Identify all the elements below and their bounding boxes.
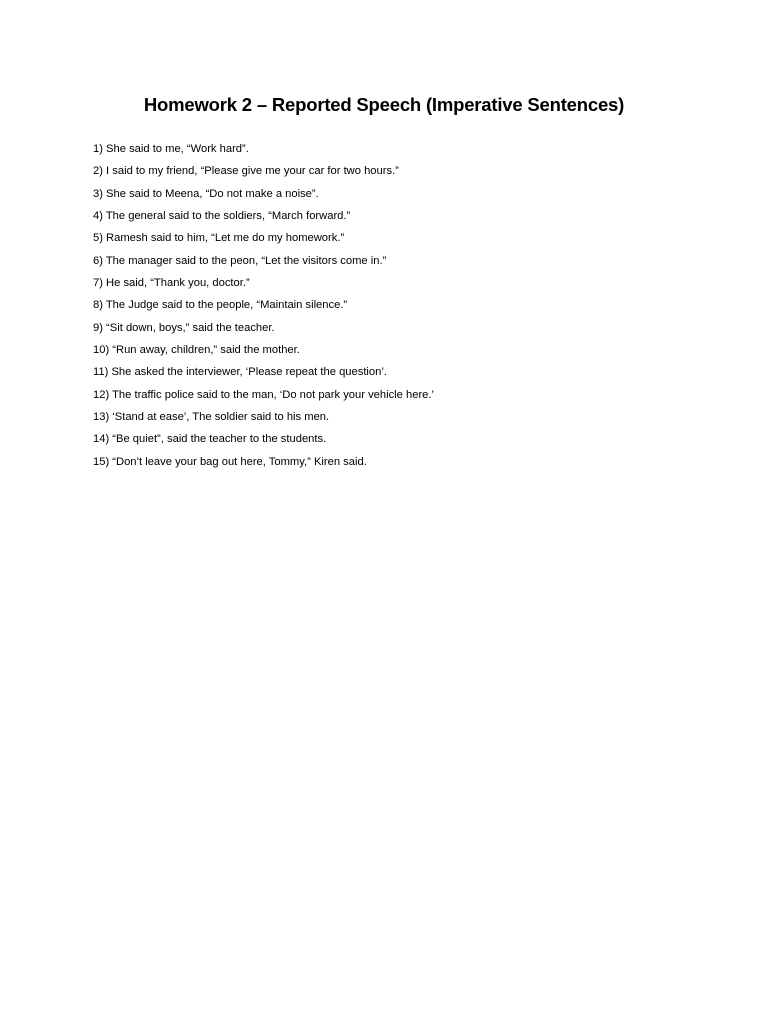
question-item: 5) Ramesh said to him, “Let me do my homework.” — [93, 232, 345, 245]
question-item: 2) I said to my friend, “Please give me your car for two hours.” — [93, 165, 399, 178]
question-item: 10) “Run away, children,” said the mother. — [93, 344, 300, 357]
question-item: 11) She asked the interviewer, ‘Please repeat the question’. — [93, 366, 387, 379]
question-list — [93, 142, 434, 477]
question-item: 15) “Don’t leave your bag out here, Tommy,” Kiren said. — [93, 455, 367, 468]
question-item: 14) “Be quiet”, said the teacher to the students. — [93, 433, 327, 446]
question-item: 12) The traffic police said to the man, ‘Do not park your vehicle here.’ — [93, 388, 434, 401]
question-item: 7) He said, “Thank you, doctor.” — [93, 277, 250, 290]
question-item: 6) The manager said to the peon, “Let the visitors come in.” — [93, 254, 387, 267]
page-title: Homework 2 – Reported Speech (Imperative Sentences) — [143, 94, 625, 115]
question-item: 13) ‘Stand at ease’, The soldier said to his men. — [93, 411, 330, 424]
question-item: 9) “Sit down, boys,” said the teacher. — [93, 321, 275, 334]
question-item: 1) She said to me, “Work hard”. — [93, 143, 249, 155]
question-item: 3) She said to Meena, “Do not make a noise”. — [93, 187, 319, 200]
question-item: 4) The general said to the soldiers, “March forward.” — [93, 210, 351, 223]
question-item: 8) The Judge said to the people, “Maintain silence.” — [93, 299, 348, 312]
